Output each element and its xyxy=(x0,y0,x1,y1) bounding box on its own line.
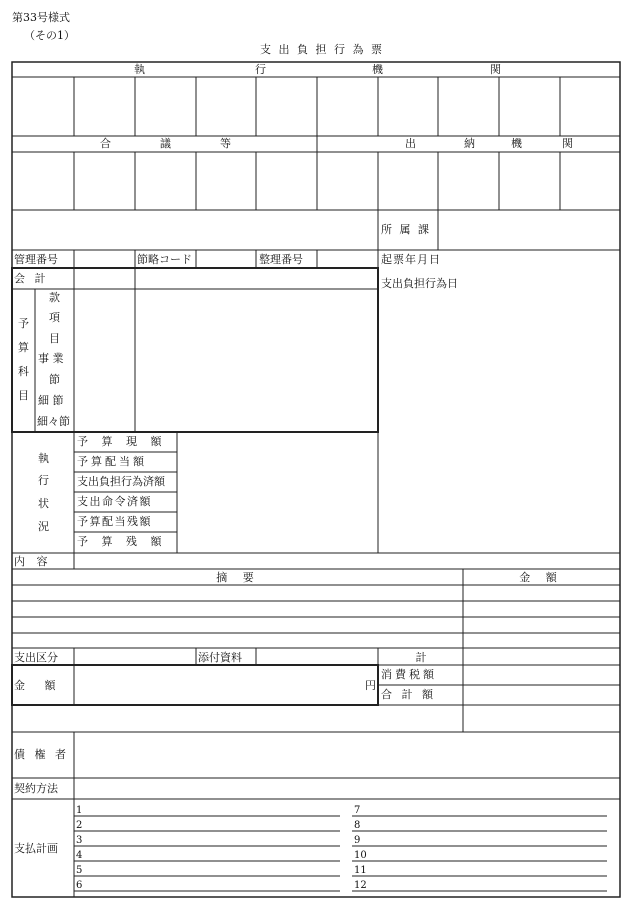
budget-item-0: 予 xyxy=(18,317,29,330)
plan-item-5: 5 xyxy=(76,865,83,876)
plan-item-11: 11 xyxy=(354,865,367,876)
subtotal-label: 計 xyxy=(415,651,427,664)
disb-agency-h2: 機 xyxy=(511,137,522,150)
commitment-date-label: 支出負担行為日 xyxy=(381,277,458,290)
exec-agency-h1: 行 xyxy=(255,63,266,76)
budget-sub-kou: 項 xyxy=(49,311,60,324)
budget-item-2: 科 xyxy=(18,365,29,378)
summary-header: 摘 要 xyxy=(216,571,260,584)
yen-label: 円 xyxy=(365,679,376,692)
budget-item-3: 目 xyxy=(18,389,29,402)
department-label: 所 属 課 xyxy=(381,223,431,236)
voucher-date-label: 起票年月日 xyxy=(381,253,441,266)
exec-row-budget-allot: 予算配当額 xyxy=(77,455,147,468)
plan-item-3: 3 xyxy=(76,835,83,846)
exec-row-order-done: 支出命令済額 xyxy=(77,495,152,508)
budget-sub-kan: 款 xyxy=(49,291,60,304)
exec-row-budget-current: 予 算 現 額 xyxy=(77,435,167,448)
consumption-tax-label: 消費税額 xyxy=(381,668,437,681)
council-h1: 議 xyxy=(160,137,171,150)
plan-item-12: 12 xyxy=(354,880,367,891)
creditor-label: 債 権 者 xyxy=(14,748,69,761)
plan-item-10: 10 xyxy=(354,850,367,861)
attachments-label: 添付資料 xyxy=(198,651,242,664)
council-h2: 等 xyxy=(220,137,231,150)
contract-method-label: 契約方法 xyxy=(14,782,58,795)
council-h0: 合 xyxy=(100,137,111,150)
plan-item-9: 9 xyxy=(354,835,361,846)
exec-row-commit-done: 支出負担行為済額 xyxy=(77,475,165,488)
arrangement-no-label: 整理番号 xyxy=(259,253,303,266)
disb-agency-h0: 出 xyxy=(405,137,416,150)
exec-status-3: 況 xyxy=(38,520,49,533)
disb-agency-h3: 関 xyxy=(562,137,573,150)
budget-sub-saisaisetsu: 細々節 xyxy=(37,415,70,428)
form-number: 第33号様式 xyxy=(12,11,70,24)
disb-agency-h1: 納 xyxy=(464,137,475,150)
exec-agency-h2: 機 xyxy=(372,63,383,76)
management-no-label: 管理番号 xyxy=(14,253,58,266)
contents-label: 内 容 xyxy=(14,555,52,568)
plan-item-6: 6 xyxy=(76,880,83,891)
page-title: 支 出 負 担 行 為 票 xyxy=(260,43,384,56)
payment-class-label: 支出区分 xyxy=(14,651,58,664)
budget-sub-jigyo: 事 業 xyxy=(38,352,64,365)
budget-sub-moku: 目 xyxy=(49,332,60,345)
plan-item-4: 4 xyxy=(76,850,83,861)
plan-item-8: 8 xyxy=(354,820,361,831)
budget-sub-setsu: 節 xyxy=(49,373,60,386)
total-label: 合 計 額 xyxy=(381,688,436,701)
plan-item-7: 7 xyxy=(354,805,361,816)
amount-label: 金 額 xyxy=(14,679,64,692)
exec-row-allot-remain: 予算配当残額 xyxy=(77,515,152,528)
exec-row-budget-remain: 予 算 残 額 xyxy=(77,535,167,548)
budget-sub-saisetsu: 細 節 xyxy=(38,394,64,407)
budget-item-1: 算 xyxy=(18,341,29,354)
exec-agency-h0: 執 xyxy=(134,63,145,76)
account-label: 会 計 xyxy=(14,272,49,285)
exec-status-2: 状 xyxy=(38,497,49,510)
exec-status-0: 執 xyxy=(38,452,49,465)
exec-status-1: 行 xyxy=(38,474,49,487)
exec-agency-h3: 関 xyxy=(490,63,501,76)
plan-item-1: 1 xyxy=(76,805,83,816)
payment-plan-label: 支払計画 xyxy=(14,842,58,855)
amount-col-header: 金 額 xyxy=(519,571,563,584)
plan-item-2: 2 xyxy=(76,820,83,831)
form-sub: （その1） xyxy=(24,29,75,42)
abbrev-code-label: 節略コード xyxy=(137,253,192,266)
